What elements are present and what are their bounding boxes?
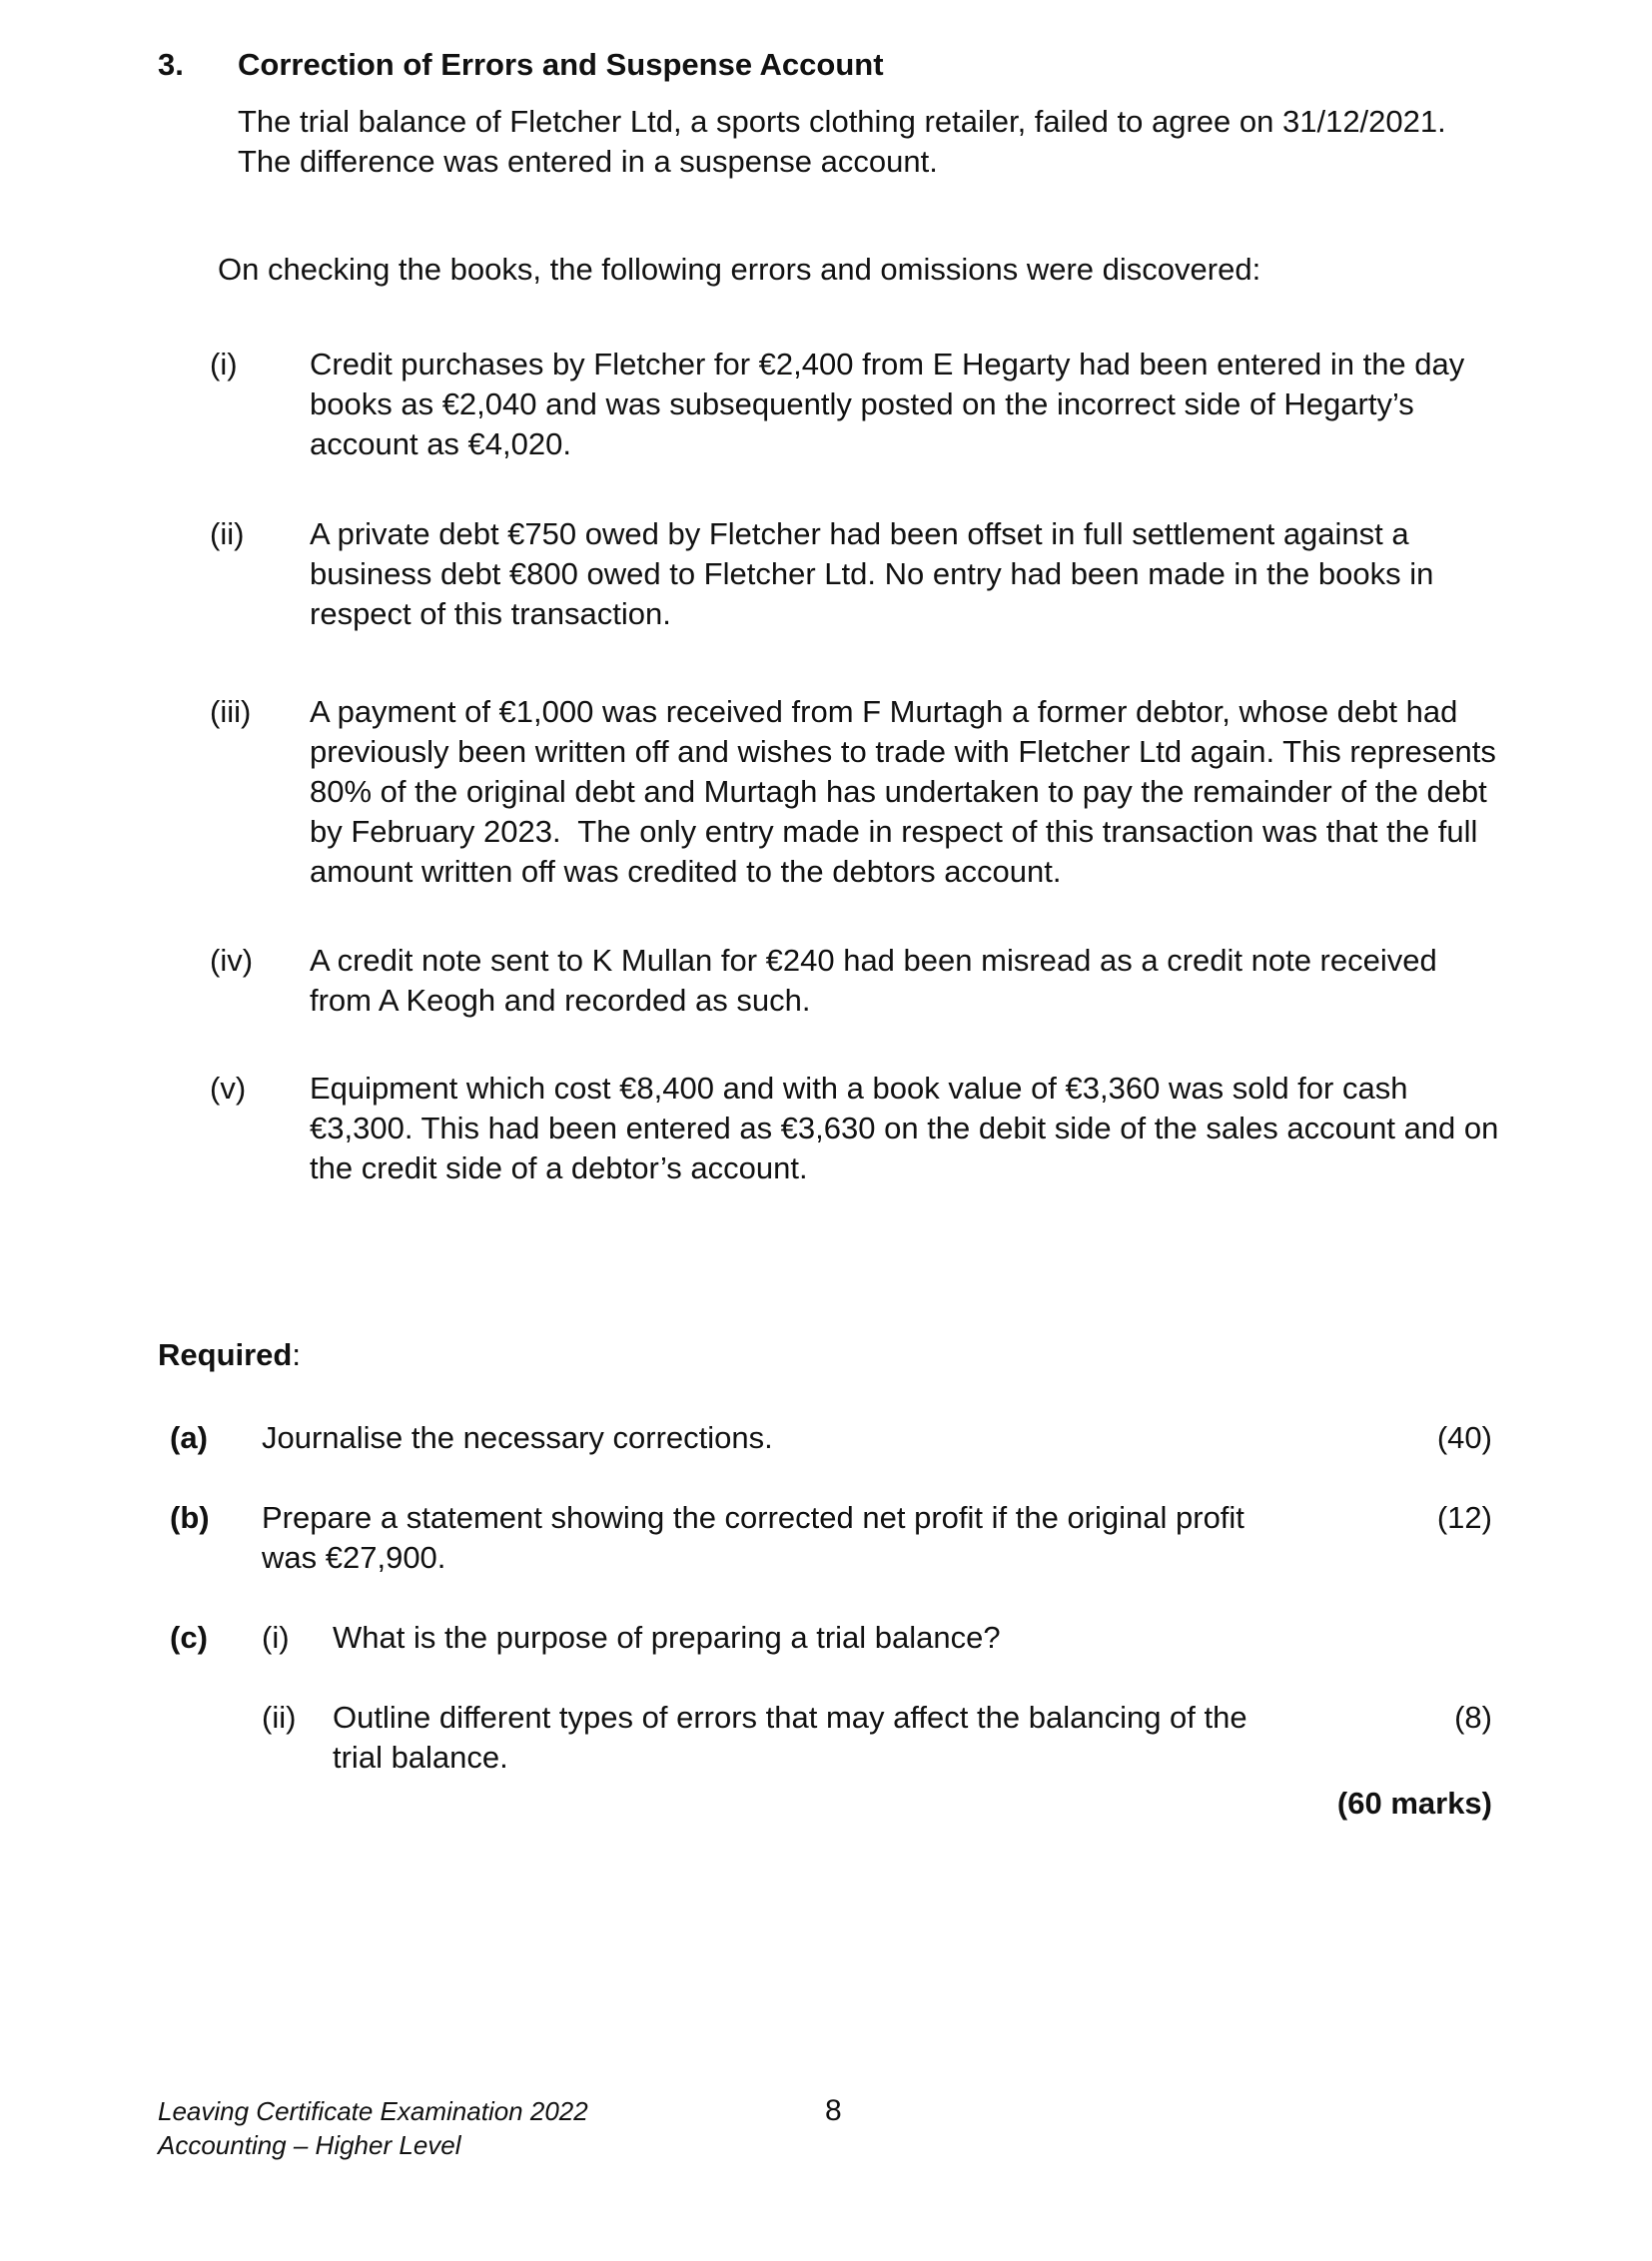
error-iii-line: amount written off was credited to the debtors account. [310, 854, 1062, 889]
part-a-marks: (40) [1436, 1420, 1492, 1455]
intro-line-1: The trial balance of Fletcher Ltd, a sports clothing retailer, failed to agree on 31/12/2021. [238, 104, 1446, 139]
intro-line-2: The difference was entered in a suspense account. [238, 144, 938, 179]
page-number: 8 [825, 2094, 842, 2127]
error-iv-line: A credit note sent to K Mullan for €240 had been misread as a credit note received [310, 943, 1437, 978]
question-number: 3. [158, 47, 184, 82]
error-ii-line: business debt €800 owed to Fletcher Ltd. No entry had been made in the books in [310, 556, 1434, 591]
error-text-iii [310, 692, 1508, 892]
error-ii-line: respect of this transaction. [310, 596, 671, 631]
required-heading-text: Required [158, 1337, 293, 1372]
error-i-line: books as €2,040 and was subsequently posted on the incorrect side of Hegarty’s [310, 386, 1414, 421]
error-text-ii [310, 514, 1508, 634]
error-iii-line: 80% of the original debt and Murtagh has undertaken to pay the remainder of the debt [310, 774, 1487, 809]
error-text-v [310, 1069, 1508, 1188]
part-c-i-label: (i) [262, 1620, 290, 1655]
part-c-i-text: What is the purpose of preparing a trial balance? [333, 1620, 1001, 1655]
part-a-label: (a) [170, 1420, 208, 1455]
error-iii-line: A payment of €1,000 was received from F Murtagh a former debtor, whose debt had [310, 694, 1458, 729]
error-label-iv: (iv) [210, 943, 254, 978]
error-v-line: Equipment which cost €8,400 and with a book value of €3,360 was sold for cash [310, 1071, 1408, 1106]
part-c-ii-label: (ii) [262, 1700, 297, 1735]
part-c-marks: (8) [1454, 1700, 1492, 1735]
errors-lead-text: On checking the books, the following errors and omissions were discovered: [218, 252, 1261, 287]
error-label-v: (v) [210, 1071, 247, 1106]
part-c-ii-text [333, 1698, 1281, 1778]
error-ii-line: A private debt €750 owed by Fletcher had been offset in full settlement against a [310, 516, 1409, 551]
part-b-line: was €27,900. [262, 1540, 446, 1575]
error-iv-line: from A Keogh and recorded as such. [310, 983, 811, 1018]
error-label-iii: (iii) [210, 694, 252, 729]
error-i-line: account as €4,020. [310, 426, 571, 461]
error-v-line: €3,300. This had been entered as €3,630 on the debit side of the sales account and on [310, 1111, 1499, 1145]
error-text-iv [310, 941, 1508, 1021]
error-iii-line: by February 2023. The only entry made in respect of this transaction was that the full [310, 814, 1478, 849]
part-b-marks: (12) [1436, 1500, 1492, 1535]
error-v-line: the credit side of a debtor’s account. [310, 1150, 808, 1185]
error-label-i: (i) [210, 347, 238, 381]
error-label-ii: (ii) [210, 516, 245, 551]
footer-subject-level: Accounting – Higher Level [158, 2130, 461, 2160]
part-b-text [262, 1498, 1280, 1578]
required-heading [158, 1335, 301, 1375]
part-c-ii-line: trial balance. [333, 1740, 508, 1775]
question-title: Correction of Errors and Suspense Account [238, 47, 884, 82]
error-iii-line: previously been written off and wishes to trade with Fletcher Ltd again. This represents [310, 734, 1496, 769]
part-a-text: Journalise the necessary corrections. [262, 1420, 773, 1455]
part-c-ii-line: Outline different types of errors that may affect the balancing of the [333, 1700, 1247, 1735]
required-heading-colon: : [292, 1337, 301, 1372]
footer-exam-title: Leaving Certificate Examination 2022 [158, 2096, 588, 2126]
part-c-label: (c) [170, 1620, 208, 1655]
part-b-label: (b) [170, 1500, 210, 1535]
total-marks: (60 marks) [1336, 1786, 1492, 1821]
error-text-i [310, 345, 1508, 464]
question-intro [238, 102, 1536, 182]
part-b-line: Prepare a statement showing the corrected net profit if the original profit [262, 1500, 1244, 1535]
error-i-line: Credit purchases by Fletcher for €2,400 from E Hegarty had been entered in the day [310, 347, 1465, 381]
